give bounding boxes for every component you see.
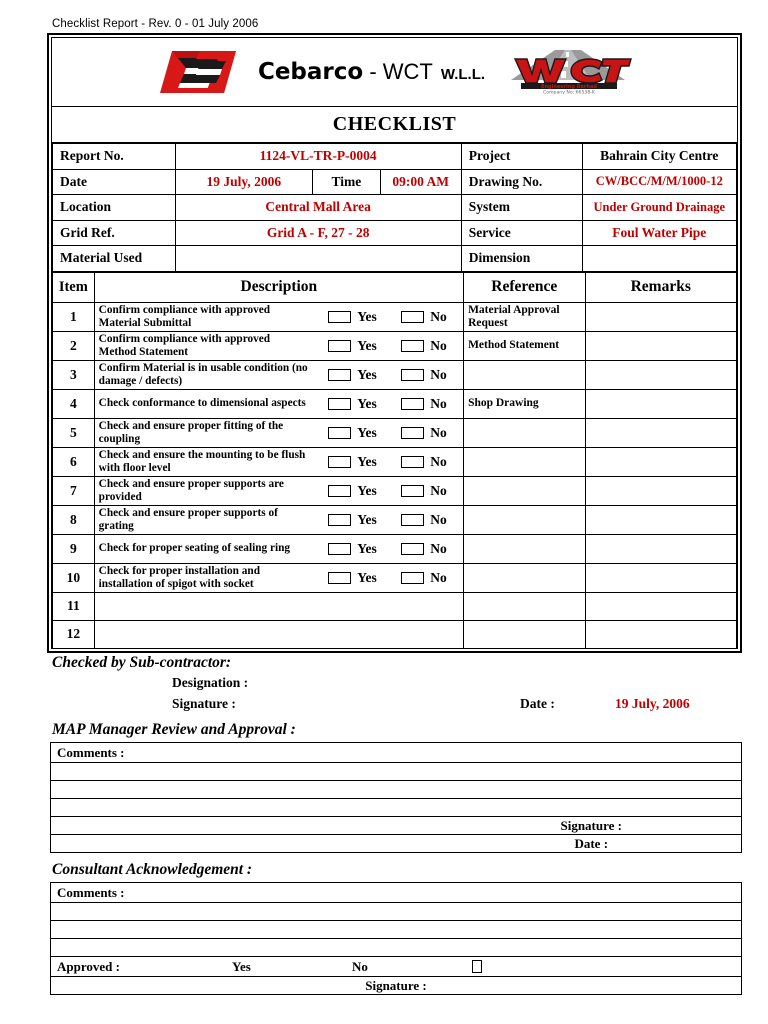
- map-manager-box: [50, 742, 742, 853]
- yes-label: Yes: [357, 337, 377, 353]
- yes-checkbox[interactable]: [328, 340, 351, 352]
- report-header-text: Checklist Report - Rev. 0 - 01 July 2006: [52, 18, 259, 30]
- info-row-grid-ref: [53, 220, 737, 246]
- consultant-blank-cell[interactable]: [51, 939, 742, 957]
- system-label: System: [461, 195, 582, 221]
- approved-no-label[interactable]: No: [352, 958, 368, 974]
- grid-ref-label: Grid Ref.: [53, 220, 176, 246]
- title-table: [52, 107, 737, 144]
- checklist-item-description: Confirm Material is in usable condition (no damage / defects): [94, 360, 312, 389]
- checklist-item-number: 7: [53, 476, 95, 505]
- signature-line: [50, 696, 742, 717]
- no-checkbox[interactable]: [401, 427, 424, 439]
- checklist-item-reference: [464, 360, 585, 389]
- checklist-table: [52, 272, 737, 649]
- date-value: 19 July, 2006: [175, 169, 313, 195]
- checklist-item-answer-group: [312, 534, 464, 563]
- checklist-item-description: Check and ensure proper supports of grating: [94, 505, 312, 534]
- yes-label: Yes: [357, 482, 377, 498]
- consultant-blank-cell[interactable]: [51, 903, 742, 921]
- yes-checkbox[interactable]: [328, 311, 351, 323]
- checklist-item-remarks[interactable]: [585, 620, 736, 648]
- checklist-item-description: Check for proper installation and installation of spigot with socket: [94, 563, 312, 592]
- checklist-header-row: [53, 272, 737, 302]
- checklist-item-remarks[interactable]: [585, 331, 736, 360]
- map-manager-heading: MAP Manager Review and Approval :: [52, 721, 296, 738]
- checklist-body: [53, 302, 737, 648]
- info-row-date-time: [53, 169, 737, 195]
- map-blank-row: [51, 799, 742, 817]
- dimension-label: Dimension: [461, 246, 582, 272]
- checklist-item-remarks[interactable]: [585, 534, 736, 563]
- company-suffix: W.L.L.: [440, 65, 486, 83]
- checklist-row: [53, 360, 737, 389]
- info-row-material: [53, 246, 737, 272]
- company-dash: -: [369, 58, 377, 84]
- consultant-signature-row: [51, 977, 742, 995]
- checklist-item-number: 1: [53, 302, 95, 331]
- checklist-item-reference: [464, 505, 585, 534]
- checklist-item-description: Check for proper seating of sealing ring: [94, 534, 312, 563]
- no-checkbox[interactable]: [401, 514, 424, 526]
- checklist-item-number: 9: [53, 534, 95, 563]
- checklist-item-reference: [464, 563, 585, 592]
- checklist-item-remarks[interactable]: [585, 447, 736, 476]
- subcontractor-heading: Checked by Sub-contractor:: [52, 654, 232, 671]
- map-blank-cell[interactable]: [51, 781, 742, 799]
- checklist-item-remarks[interactable]: [585, 563, 736, 592]
- yes-label: Yes: [357, 308, 377, 324]
- yes-checkbox[interactable]: [328, 369, 351, 381]
- checklist-item-description: Check and ensure the mounting to be flush with floor level: [94, 447, 312, 476]
- project-info-table: [52, 143, 737, 272]
- checklist-item-number: 10: [53, 563, 95, 592]
- approval-section: [50, 654, 742, 995]
- checklist-row: [53, 563, 737, 592]
- checklist-row: [53, 505, 737, 534]
- project-label: Project: [461, 144, 582, 170]
- no-label: No: [430, 453, 447, 469]
- logo-table: [52, 38, 737, 107]
- checklist-row: [53, 592, 737, 620]
- yes-label: Yes: [357, 540, 377, 556]
- no-checkbox[interactable]: [401, 398, 424, 410]
- checklist-item-number: 12: [53, 620, 95, 648]
- checklist-item-reference: Material Approval Request: [464, 302, 585, 331]
- checklist-row: [53, 418, 737, 447]
- location-label: Location: [53, 195, 176, 221]
- report-no-label: Report No.: [53, 144, 176, 170]
- yes-checkbox[interactable]: [328, 485, 351, 497]
- consultant-blank-row: [51, 903, 742, 921]
- checklist-item-answer-group: [312, 418, 464, 447]
- approved-checkbox-icon[interactable]: [472, 960, 482, 973]
- no-label: No: [430, 337, 447, 353]
- no-label: No: [430, 540, 447, 556]
- column-header-reference: Reference: [464, 272, 585, 302]
- checklist-item-reference: Shop Drawing: [464, 389, 585, 418]
- checklist-item-answer-group: [312, 505, 464, 534]
- subcontractor-date-label: Date :: [520, 696, 555, 711]
- map-comments-row: [51, 743, 742, 763]
- info-row-location: [53, 195, 737, 221]
- yes-label: Yes: [357, 395, 377, 411]
- consultant-comments-row: [51, 883, 742, 903]
- map-blank-cell[interactable]: [51, 763, 742, 781]
- map-blank-cell[interactable]: [51, 799, 742, 817]
- map-date-label[interactable]: Date :: [442, 835, 742, 853]
- yes-label: Yes: [357, 424, 377, 440]
- checklist-item-reference: Method Statement: [464, 331, 585, 360]
- checklist-item-remarks[interactable]: [585, 360, 736, 389]
- no-label: No: [430, 366, 447, 382]
- service-value: Foul Water Pipe: [582, 220, 736, 246]
- checklist-item-reference: [464, 534, 585, 563]
- checklist-item-remarks[interactable]: [585, 505, 736, 534]
- checklist-item-reference: [464, 476, 585, 505]
- location-value: Central Mall Area: [175, 195, 461, 221]
- checklist-item-reference: [464, 592, 585, 620]
- designation-line: [50, 675, 742, 696]
- checklist-item-description: Confirm compliance with approved Method Statement: [94, 331, 312, 360]
- checklist-row: [53, 331, 737, 360]
- no-checkbox[interactable]: [401, 456, 424, 468]
- cebarco-logo-icon: [156, 49, 240, 95]
- material-used-label: Material Used: [53, 246, 176, 272]
- drawing-no-value: CW/BCC/M/M/1000-12: [582, 169, 736, 195]
- column-header-remarks: Remarks: [585, 272, 736, 302]
- map-comments-label[interactable]: Comments :: [51, 743, 742, 763]
- checklist-row: [53, 389, 737, 418]
- yes-checkbox[interactable]: [328, 543, 351, 555]
- checklist-item-number: 3: [53, 360, 95, 389]
- checklist-item-reference: [464, 620, 585, 648]
- column-header-item: Item: [53, 272, 95, 302]
- consultant-blank-cell[interactable]: [51, 921, 742, 939]
- checklist-item-remarks[interactable]: [585, 389, 736, 418]
- project-value: Bahrain City Centre: [582, 144, 736, 170]
- no-label: No: [430, 424, 447, 440]
- checklist-item-description: Confirm compliance with approved Material Submittal: [94, 302, 312, 331]
- checklist-item-number: 2: [53, 331, 95, 360]
- signature-label: Signature :: [172, 696, 236, 711]
- checklist-item-reference: [464, 418, 585, 447]
- yes-label: Yes: [357, 366, 377, 382]
- yes-checkbox[interactable]: [328, 514, 351, 526]
- report-no-value: 1124-VL-TR-P-0004: [175, 144, 461, 170]
- checklist-item-number: 5: [53, 418, 95, 447]
- wct-engineering-logo-icon: [503, 50, 633, 94]
- consultant-heading: Consultant Acknowledgement :: [52, 861, 253, 878]
- map-blank-row: [51, 781, 742, 799]
- designation-label: Designation :: [172, 675, 249, 690]
- checklist-item-remarks[interactable]: [585, 418, 736, 447]
- checklist-item-description: Check conformance to dimensional aspects: [94, 389, 312, 418]
- no-label: No: [430, 569, 447, 585]
- checklist-item-number: 6: [53, 447, 95, 476]
- map-signature-row: [51, 817, 742, 835]
- checklist-item-answer-group: [312, 389, 464, 418]
- checklist-item-description: Check and ensure proper fitting of the coupling: [94, 418, 312, 447]
- no-label: No: [430, 395, 447, 411]
- consultant-approved-row: [51, 957, 742, 977]
- checklist-item-answer-group: [312, 476, 464, 505]
- info-row-report-no: [53, 144, 737, 170]
- checklist-row: [53, 302, 737, 331]
- consultant-signature-label[interactable]: Signature :: [51, 977, 742, 995]
- checklist-item-answer-group: [312, 563, 464, 592]
- wct-logo-company-no: Company No: 66538-K: [543, 90, 595, 94]
- checklist-item-remarks[interactable]: [585, 592, 736, 620]
- no-checkbox[interactable]: [401, 311, 424, 323]
- approved-label: Approved :: [57, 958, 120, 974]
- time-label: Time: [313, 169, 380, 195]
- checklist-item-reference: [464, 447, 585, 476]
- logo-band-cell: [52, 38, 737, 106]
- checklist-item-number: 11: [53, 592, 95, 620]
- wct-logo-sub-text: Engineering Berhad: [541, 83, 597, 90]
- no-label: No: [430, 511, 447, 527]
- yes-checkbox[interactable]: [328, 427, 351, 439]
- yes-checkbox[interactable]: [328, 398, 351, 410]
- yes-label: Yes: [357, 453, 377, 469]
- checklist-item-number: 8: [53, 505, 95, 534]
- no-checkbox[interactable]: [401, 543, 424, 555]
- consultant-box: [50, 882, 742, 995]
- checklist-item-remarks[interactable]: [585, 476, 736, 505]
- yes-checkbox[interactable]: [328, 456, 351, 468]
- checklist-item-description[interactable]: [94, 592, 463, 620]
- material-used-value: [175, 246, 461, 272]
- checklist-item-answer-group: [312, 302, 464, 331]
- subcontractor-date-value: 19 July, 2006: [615, 696, 690, 711]
- document-frame: [47, 33, 742, 653]
- company-wct: WCT: [382, 58, 433, 84]
- map-date-row: [51, 835, 742, 853]
- map-signature-label[interactable]: Signature :: [442, 817, 742, 835]
- yes-label: Yes: [357, 569, 377, 585]
- no-label: No: [430, 482, 447, 498]
- checklist-row: [53, 534, 737, 563]
- checklist-item-answer-group: [312, 447, 464, 476]
- grid-ref-value: Grid A - F, 27 - 28: [175, 220, 461, 246]
- document-title: CHECKLIST: [52, 107, 737, 143]
- approved-cell: [51, 957, 742, 977]
- no-checkbox[interactable]: [401, 340, 424, 352]
- checklist-row: [53, 476, 737, 505]
- system-value: Under Ground Drainage: [582, 195, 736, 221]
- checklist-row: [53, 620, 737, 648]
- map-signature-spacer: [51, 817, 442, 835]
- yes-label: Yes: [357, 511, 377, 527]
- company-wordmark: [258, 59, 485, 85]
- map-blank-row: [51, 763, 742, 781]
- checklist-item-answer-group: [312, 331, 464, 360]
- document-inner-frame: [51, 37, 738, 649]
- no-checkbox[interactable]: [401, 485, 424, 497]
- checklist-item-remarks[interactable]: [585, 302, 736, 331]
- consultant-comments-label[interactable]: Comments :: [51, 883, 742, 903]
- yes-checkbox[interactable]: [328, 572, 351, 584]
- column-header-description: Description: [94, 272, 463, 302]
- checklist-item-number: 4: [53, 389, 95, 418]
- drawing-no-label: Drawing No.: [461, 169, 582, 195]
- checklist-row: [53, 447, 737, 476]
- no-checkbox[interactable]: [401, 572, 424, 584]
- approved-yes-label[interactable]: Yes: [232, 958, 251, 974]
- date-label: Date: [53, 169, 176, 195]
- consultant-blank-row: [51, 921, 742, 939]
- map-date-spacer: [51, 835, 442, 853]
- no-label: No: [430, 308, 447, 324]
- time-value: 09:00 AM: [380, 169, 461, 195]
- company-name: Cebarco: [257, 58, 364, 85]
- consultant-blank-row: [51, 939, 742, 957]
- checklist-item-description: Check and ensure proper supports are provided: [94, 476, 312, 505]
- no-checkbox[interactable]: [401, 369, 424, 381]
- service-label: Service: [461, 220, 582, 246]
- dimension-value: [582, 246, 736, 272]
- checklist-item-answer-group: [312, 360, 464, 389]
- checklist-item-description[interactable]: [94, 620, 463, 648]
